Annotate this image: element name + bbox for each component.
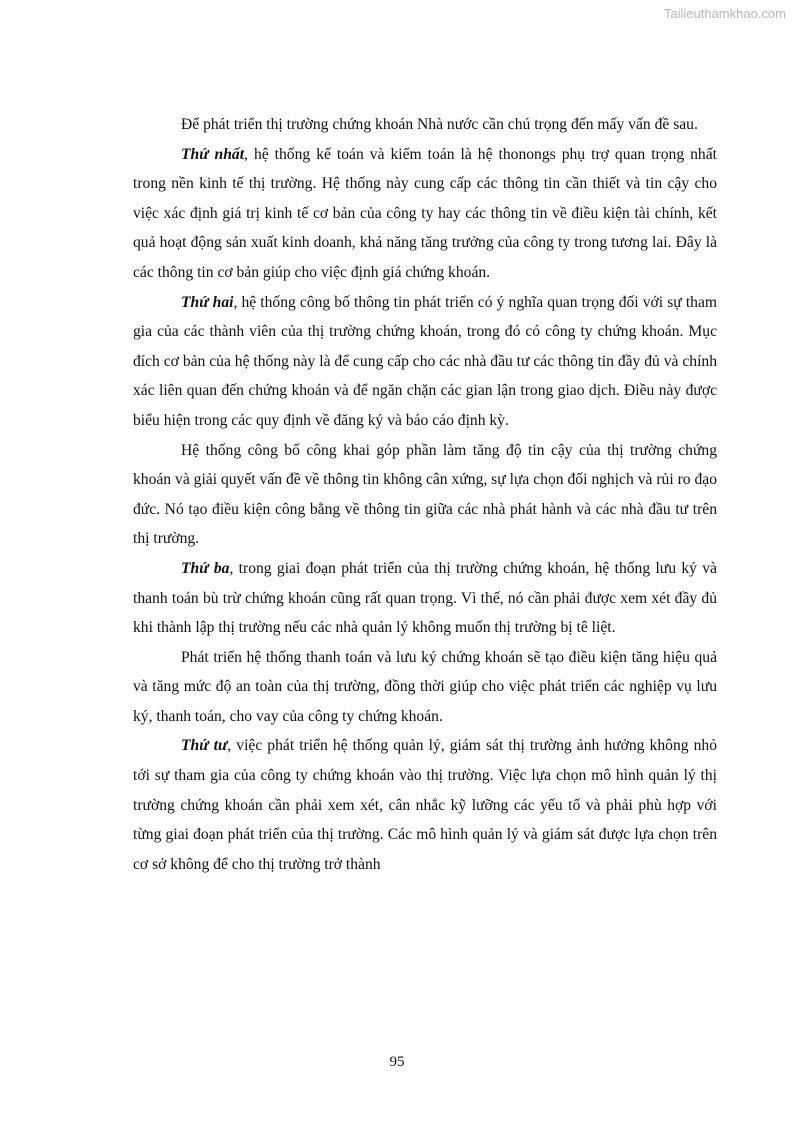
paragraph-second-point	[133, 288, 717, 436]
paragraph-intro	[133, 110, 717, 140]
paragraph-text: , hệ thống kế toán và kiểm toán là hệ thonongs phụ trợ quan trọng nhất trong nền kinh tế thị trường. Hệ thống này cung cấp các thông tin cần thiết và tin cậy cho việc xác định giá trị kinh tế cơ bản của công ty hay các thông tin về điều kiện tài chính, kết quả hoạt động sản xuất kinh doanh, khả năng tăng trưởng của công ty trong tương lai. Đây là các thông tin cơ bản giúp cho việc định giá chứng khoán.	[133, 145, 717, 281]
paragraph-text: Hệ thống công bố công khai góp phần làm tăng độ tin cậy của thị trường chứng khoán và giải quyết vấn đề về thông tin không cân xứng, sự lựa chọn đối nghịch và rủi ro đạo đức. Nó tạo điều kiện công bằng về thông tin giữa các nhà phát hành và các nhà đầu tư trên thị trường.	[133, 441, 717, 548]
watermark: Tailieuthamkhao.com	[663, 6, 786, 21]
paragraph-lead: Thứ tư	[181, 737, 228, 755]
paragraph-lead: Thứ hai	[181, 293, 234, 311]
paragraph-settlement	[133, 643, 717, 732]
paragraph-disclosure	[133, 436, 717, 554]
paragraph-first-point	[133, 140, 717, 288]
paragraph-text: , hệ thống công bố thông tin phát triển có ý nghĩa quan trọng đối với sự tham gia của các thành viên của thị trường chứng khoán, trong đó có công ty chứng khoán. Mục đích cơ bản của hệ thống này là để cung cấp cho các nhà đầu tư các thông tin đầy đủ và chính xác liên quan đến chứng khoán và để ngăn chặn các gian lận trong giao dịch. Điều này được biểu hiện trong các quy định về đăng ký và báo cáo định kỳ.	[133, 293, 718, 429]
paragraph-text: , việc phát triển hệ thống quản lý, giám sát thị trường ảnh hưởng không nhỏ tới sự tham gia của công ty chứng khoán vào thị trường. Việc lựa chọn mô hình quản lý thị trường chứng khoán cần phải xem xét, cân nhắc kỹ lưỡng các yếu tố và phải phù hợp với từng giai đoạn phát triển của thị trường. Các mô hình quản lý và giám sát được lựa chọn trên cơ sở không để cho thị trường trở thành	[133, 737, 717, 873]
paragraph-text: , trong giai đoạn phát triển của thị trường chứng khoán, hệ thống lưu ký và thanh toán bù trừ chứng khoán cũng rất quan trọng. Vì thế, nó cần phải được xem xét đầy đủ khi thành lập thị trường nếu các nhà quản lý không muốn thị trường bị tê liệt.	[133, 559, 717, 637]
paragraph-third-point	[133, 554, 717, 643]
paragraph-lead: Thứ ba	[181, 559, 230, 577]
body-text	[133, 110, 717, 879]
page-number: 95	[389, 1054, 405, 1070]
paragraph-lead: Thứ nhất	[181, 145, 245, 163]
paragraph-text: Phát triển hệ thống thanh toán và lưu ký chứng khoán sẽ tạo điều kiện tăng hiệu quả và tăng mức độ an toàn của thị trường, đồng thời giúp cho việc phát triển các nghiệp vụ lưu ký, thanh toán, cho vay của công ty chứng khoán.	[133, 648, 717, 725]
paragraph-text: Để phát triển thị trường chứng khoán Nhà nước cần chú trọng đến mấy vấn đề sau.	[181, 116, 698, 133]
paragraph-fourth-point	[133, 731, 717, 879]
